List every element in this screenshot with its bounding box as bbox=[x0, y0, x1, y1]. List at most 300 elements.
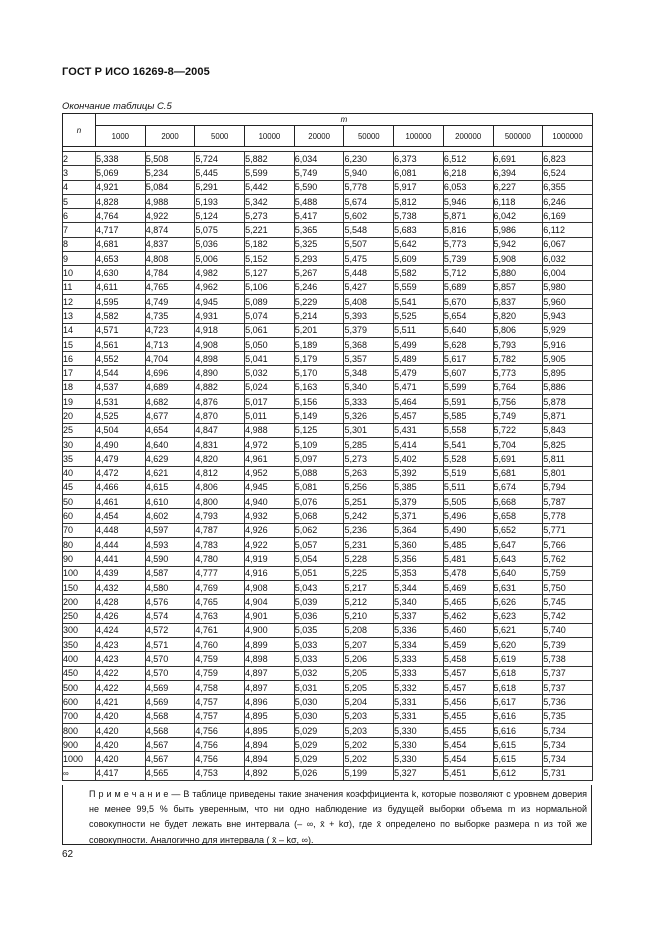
row-label-n: 4 bbox=[63, 180, 96, 194]
table-cell: 4,574 bbox=[145, 609, 195, 623]
table-cell: 5,620 bbox=[493, 638, 543, 652]
table-cell: 5,256 bbox=[344, 480, 394, 494]
table-cell: 4,765 bbox=[195, 595, 245, 609]
row-label-n: 300 bbox=[63, 623, 96, 637]
table-cell: 4,932 bbox=[245, 509, 295, 523]
table-cell: 5,895 bbox=[543, 366, 593, 380]
table-cell: 5,812 bbox=[394, 194, 444, 208]
table-cell: 5,109 bbox=[294, 437, 344, 451]
document-title: ГОСТ Р ИСО 16269-8—2005 bbox=[62, 66, 210, 78]
table-row bbox=[63, 752, 593, 766]
table-cell: 5,642 bbox=[394, 237, 444, 251]
table-cell: 5,749 bbox=[493, 409, 543, 423]
table-cell: 5,414 bbox=[394, 437, 444, 451]
table-cell: 5,273 bbox=[245, 209, 295, 223]
table-cell: 5,750 bbox=[543, 580, 593, 594]
table-cell: 4,904 bbox=[245, 595, 295, 609]
table-cell: 4,793 bbox=[195, 509, 245, 523]
table-cell: 4,593 bbox=[145, 538, 195, 552]
table-row bbox=[63, 538, 593, 552]
row-label-n: 350 bbox=[63, 638, 96, 652]
table-cell: 4,870 bbox=[195, 409, 245, 423]
table-cell: 5,734 bbox=[543, 723, 593, 737]
table-cell: 4,504 bbox=[96, 423, 146, 437]
table-cell: 4,597 bbox=[145, 523, 195, 537]
table-cell: 5,619 bbox=[493, 652, 543, 666]
table-cell: 5,631 bbox=[493, 580, 543, 594]
table-cell: 5,469 bbox=[443, 580, 493, 594]
table-cell: 5,674 bbox=[493, 480, 543, 494]
table-row bbox=[63, 666, 593, 680]
table-cell: 4,552 bbox=[96, 352, 146, 366]
table-cell: 5,871 bbox=[443, 209, 493, 223]
table-cell: 4,677 bbox=[145, 409, 195, 423]
table-cell: 5,458 bbox=[443, 652, 493, 666]
table-cell: 5,489 bbox=[394, 352, 444, 366]
table-cell: 5,379 bbox=[394, 495, 444, 509]
table-cell: 4,918 bbox=[195, 323, 245, 337]
row-label-n: 5 bbox=[63, 194, 96, 208]
table-cell: 5,960 bbox=[543, 294, 593, 308]
table-cell: 5,490 bbox=[443, 523, 493, 537]
table-cell: 4,982 bbox=[195, 266, 245, 280]
table-cell: 4,828 bbox=[96, 194, 146, 208]
table-cell: 4,531 bbox=[96, 395, 146, 409]
table-cell: 4,421 bbox=[96, 695, 146, 709]
table-cell: 5,946 bbox=[443, 194, 493, 208]
table-cell: 4,640 bbox=[145, 437, 195, 451]
table-cell: 5,479 bbox=[394, 366, 444, 380]
table-cell: 5,475 bbox=[344, 252, 394, 266]
table-cell: 5,208 bbox=[344, 623, 394, 637]
table-row bbox=[63, 323, 593, 337]
table-cell: 5,084 bbox=[145, 180, 195, 194]
table-cell: 4,611 bbox=[96, 280, 146, 294]
table-cell: 5,170 bbox=[294, 366, 344, 380]
table-cell: 4,759 bbox=[195, 652, 245, 666]
column-header: 2000 bbox=[145, 126, 195, 147]
table-cell: 5,621 bbox=[493, 623, 543, 637]
table-row bbox=[63, 652, 593, 666]
row-label-n: 50 bbox=[63, 495, 96, 509]
row-header-n: n bbox=[63, 114, 96, 147]
table-row bbox=[63, 638, 593, 652]
table-cell: 6,081 bbox=[394, 166, 444, 180]
table-cell: 5,541 bbox=[443, 437, 493, 451]
table-cell: 4,653 bbox=[96, 252, 146, 266]
table-cell: 5,511 bbox=[394, 323, 444, 337]
table-cell: 5,442 bbox=[245, 180, 295, 194]
table-cell: 5,221 bbox=[245, 223, 295, 237]
table-cell: 5,217 bbox=[344, 580, 394, 594]
table-cell: 5,916 bbox=[543, 337, 593, 351]
table-cell: 4,897 bbox=[245, 666, 295, 680]
table-cell: 4,571 bbox=[145, 638, 195, 652]
table-cell: 5,054 bbox=[294, 552, 344, 566]
table-cell: 5,886 bbox=[543, 380, 593, 394]
table-cell: 4,630 bbox=[96, 266, 146, 280]
table-cell: 5,609 bbox=[394, 252, 444, 266]
row-label-n: 9 bbox=[63, 252, 96, 266]
table-cell: 4,756 bbox=[195, 723, 245, 737]
table-cell: 5,471 bbox=[394, 380, 444, 394]
table-cell: 4,422 bbox=[96, 680, 146, 694]
table-cell: 4,926 bbox=[245, 523, 295, 537]
column-header: 500000 bbox=[493, 126, 543, 147]
row-label-n: ∞ bbox=[63, 766, 96, 780]
table-cell: 5,392 bbox=[394, 466, 444, 480]
table-cell: 5,465 bbox=[443, 595, 493, 609]
row-label-n: 10 bbox=[63, 266, 96, 280]
table-cell: 4,629 bbox=[145, 452, 195, 466]
table-cell: 4,422 bbox=[96, 666, 146, 680]
table-cell: 5,149 bbox=[294, 409, 344, 423]
table-cell: 5,759 bbox=[543, 566, 593, 580]
table-cell: 4,423 bbox=[96, 638, 146, 652]
column-header: 1000 bbox=[96, 126, 146, 147]
row-label-n: 35 bbox=[63, 452, 96, 466]
table-cell: 5,330 bbox=[394, 752, 444, 766]
table-cell: 4,777 bbox=[195, 566, 245, 580]
table-cell: 4,681 bbox=[96, 237, 146, 251]
table-cell: 5,203 bbox=[344, 723, 394, 737]
table-cell: 4,760 bbox=[195, 638, 245, 652]
table-cell: 5,738 bbox=[543, 652, 593, 666]
table-cell: 5,505 bbox=[443, 495, 493, 509]
table-row bbox=[63, 738, 593, 752]
table-cell: 5,365 bbox=[294, 223, 344, 237]
table-cell: 6,373 bbox=[394, 152, 444, 166]
table-cell: 5,617 bbox=[493, 695, 543, 709]
table-cell: 6,218 bbox=[443, 166, 493, 180]
table-cell: 5,724 bbox=[195, 152, 245, 166]
table-cell: 5,507 bbox=[344, 237, 394, 251]
table-cell: 5,342 bbox=[245, 194, 295, 208]
table-cell: 4,837 bbox=[145, 237, 195, 251]
table-cell: 5,801 bbox=[543, 466, 593, 480]
table-cell: 5,036 bbox=[195, 237, 245, 251]
row-label-n: 11 bbox=[63, 280, 96, 294]
table-cell: 5,519 bbox=[443, 466, 493, 480]
table-cell: 4,895 bbox=[245, 723, 295, 737]
table-row bbox=[63, 695, 593, 709]
table-cell: 5,548 bbox=[344, 223, 394, 237]
table-cell: 4,567 bbox=[145, 738, 195, 752]
table-cell: 5,616 bbox=[493, 723, 543, 737]
table-cell: 5,204 bbox=[344, 695, 394, 709]
table-cell: 5,735 bbox=[543, 709, 593, 723]
table-cell: 5,051 bbox=[294, 566, 344, 580]
column-header: 200000 bbox=[443, 126, 493, 147]
table-cell: 4,749 bbox=[145, 294, 195, 308]
table-cell: 5,030 bbox=[294, 709, 344, 723]
table-cell: 5,731 bbox=[543, 766, 593, 780]
table-row bbox=[63, 523, 593, 537]
row-label-n: 20 bbox=[63, 409, 96, 423]
row-label-n: 45 bbox=[63, 480, 96, 494]
table-cell: 5,626 bbox=[493, 595, 543, 609]
table-row bbox=[63, 723, 593, 737]
table-cell: 5,017 bbox=[245, 395, 295, 409]
table-cell: 5,203 bbox=[344, 709, 394, 723]
table-cell: 5,062 bbox=[294, 523, 344, 537]
table-cell: 5,599 bbox=[443, 380, 493, 394]
table-cell: 5,762 bbox=[543, 552, 593, 566]
table-cell: 4,602 bbox=[145, 509, 195, 523]
table-cell: 5,712 bbox=[443, 266, 493, 280]
table-cell: 4,615 bbox=[145, 480, 195, 494]
table-cell: 5,742 bbox=[543, 609, 593, 623]
table-cell: 5,455 bbox=[443, 723, 493, 737]
table-cell: 5,456 bbox=[443, 695, 493, 709]
table-cell: 5,193 bbox=[195, 194, 245, 208]
table-cell: 5,843 bbox=[543, 423, 593, 437]
table-cell: 6,355 bbox=[543, 180, 593, 194]
table-cell: 5,764 bbox=[493, 380, 543, 394]
table-cell: 5,943 bbox=[543, 309, 593, 323]
table-cell: 4,479 bbox=[96, 452, 146, 466]
table-cell: 4,945 bbox=[195, 294, 245, 308]
table-cell: 5,026 bbox=[294, 766, 344, 780]
table-cell: 5,031 bbox=[294, 680, 344, 694]
table-cell: 5,691 bbox=[493, 452, 543, 466]
table-cell: 4,654 bbox=[145, 423, 195, 437]
table-cell: 4,895 bbox=[245, 709, 295, 723]
table-cell: 5,199 bbox=[344, 766, 394, 780]
table-cell: 4,544 bbox=[96, 366, 146, 380]
table-cell: 4,448 bbox=[96, 523, 146, 537]
table-cell: 5,623 bbox=[493, 609, 543, 623]
table-cell: 5,940 bbox=[344, 166, 394, 180]
table-cell: 5,905 bbox=[543, 352, 593, 366]
table-cell: 5,820 bbox=[493, 309, 543, 323]
table-cell: 5,097 bbox=[294, 452, 344, 466]
table-cell: 5,127 bbox=[245, 266, 295, 280]
table-cell: 5,032 bbox=[245, 366, 295, 380]
table-row bbox=[63, 623, 593, 637]
table-cell: 5,050 bbox=[245, 337, 295, 351]
table-cell: 4,874 bbox=[145, 223, 195, 237]
table-cell: 5,124 bbox=[195, 209, 245, 223]
table-cell: 4,922 bbox=[245, 538, 295, 552]
table-cell: 4,621 bbox=[145, 466, 195, 480]
table-cell: 5,460 bbox=[443, 623, 493, 637]
table-row bbox=[63, 280, 593, 294]
table-cell: 4,758 bbox=[195, 680, 245, 694]
table-cell: 5,285 bbox=[344, 437, 394, 451]
table-cell: 4,890 bbox=[195, 366, 245, 380]
table-cell: 5,880 bbox=[493, 266, 543, 280]
table-cell: 5,559 bbox=[394, 280, 444, 294]
table-cell: 5,075 bbox=[195, 223, 245, 237]
table-cell: 5,462 bbox=[443, 609, 493, 623]
table-cell: 5,485 bbox=[443, 538, 493, 552]
table-row bbox=[63, 180, 593, 194]
table-cell: 5,478 bbox=[443, 566, 493, 580]
table-cell: 5,618 bbox=[493, 666, 543, 680]
table-cell: 5,431 bbox=[394, 423, 444, 437]
table-cell: 4,756 bbox=[195, 738, 245, 752]
table-cell: 4,898 bbox=[195, 352, 245, 366]
row-label-n: 13 bbox=[63, 309, 96, 323]
table-cell: 4,576 bbox=[145, 595, 195, 609]
table-cell: 4,595 bbox=[96, 294, 146, 308]
table-row bbox=[63, 337, 593, 351]
table-cell: 5,674 bbox=[344, 194, 394, 208]
table-cell: 5,612 bbox=[493, 766, 543, 780]
table-cell: 5,806 bbox=[493, 323, 543, 337]
table-cell: 4,417 bbox=[96, 766, 146, 780]
table-cell: 5,032 bbox=[294, 666, 344, 680]
table-row bbox=[63, 552, 593, 566]
table-cell: 5,210 bbox=[344, 609, 394, 623]
table-cell: 4,565 bbox=[145, 766, 195, 780]
table-cell: 5,202 bbox=[344, 738, 394, 752]
table-cell: 4,952 bbox=[245, 466, 295, 480]
table-cell: 5,029 bbox=[294, 752, 344, 766]
row-label-n: 25 bbox=[63, 423, 96, 437]
table-cell: 5,163 bbox=[294, 380, 344, 394]
table-cell: 5,212 bbox=[344, 595, 394, 609]
table-cell: 4,763 bbox=[195, 609, 245, 623]
table-cell: 4,894 bbox=[245, 738, 295, 752]
table-cell: 5,602 bbox=[344, 209, 394, 223]
table-cell: 4,919 bbox=[245, 552, 295, 566]
table-cell: 4,444 bbox=[96, 538, 146, 552]
table-row bbox=[63, 452, 593, 466]
row-label-n: 80 bbox=[63, 538, 96, 552]
table-cell: 5,787 bbox=[543, 495, 593, 509]
table-cell: 4,490 bbox=[96, 437, 146, 451]
table-cell: 5,340 bbox=[344, 380, 394, 394]
table-cell: 4,876 bbox=[195, 395, 245, 409]
table-cell: 4,461 bbox=[96, 495, 146, 509]
table-cell: 5,704 bbox=[493, 437, 543, 451]
table-cell: 4,931 bbox=[195, 309, 245, 323]
table-cell: 5,857 bbox=[493, 280, 543, 294]
table-cell: 5,189 bbox=[294, 337, 344, 351]
table-cell: 5,360 bbox=[394, 538, 444, 552]
table-cell: 5,214 bbox=[294, 309, 344, 323]
row-label-n: 90 bbox=[63, 552, 96, 566]
table-note bbox=[62, 785, 592, 845]
table-cell: 5,205 bbox=[344, 680, 394, 694]
table-cell: 4,761 bbox=[195, 623, 245, 637]
row-label-n: 17 bbox=[63, 366, 96, 380]
table-cell: 5,773 bbox=[443, 237, 493, 251]
table-cell: 4,420 bbox=[96, 709, 146, 723]
table-cell: 4,572 bbox=[145, 623, 195, 637]
table-cell: 5,448 bbox=[344, 266, 394, 280]
table-cell: 5,599 bbox=[245, 166, 295, 180]
table-cell: 4,759 bbox=[195, 666, 245, 680]
table-cell: 5,385 bbox=[394, 480, 444, 494]
table-cell: 5,088 bbox=[294, 466, 344, 480]
table-cell: 6,691 bbox=[493, 152, 543, 166]
table-cell: 5,331 bbox=[394, 709, 444, 723]
table-cell: 5,011 bbox=[245, 409, 295, 423]
table-cell: 5,417 bbox=[294, 209, 344, 223]
table-cell: 5,457 bbox=[394, 409, 444, 423]
table-cell: 6,394 bbox=[493, 166, 543, 180]
table-cell: 5,908 bbox=[493, 252, 543, 266]
table-cell: 5,035 bbox=[294, 623, 344, 637]
table-cell: 4,571 bbox=[96, 323, 146, 337]
table-row bbox=[63, 495, 593, 509]
table-cell: 5,030 bbox=[294, 695, 344, 709]
table-cell: 4,892 bbox=[245, 766, 295, 780]
table-cell: 6,067 bbox=[543, 237, 593, 251]
table-cell: 5,670 bbox=[443, 294, 493, 308]
table-cell: 5,647 bbox=[493, 538, 543, 552]
table-cell: 5,061 bbox=[245, 323, 295, 337]
column-header-row bbox=[63, 126, 593, 147]
column-header: 20000 bbox=[294, 126, 344, 147]
table-row bbox=[63, 352, 593, 366]
table-cell: 6,512 bbox=[443, 152, 493, 166]
table-row bbox=[63, 466, 593, 480]
table-cell: 5,525 bbox=[394, 309, 444, 323]
table-cell: 4,704 bbox=[145, 352, 195, 366]
table-cell: 4,800 bbox=[195, 495, 245, 509]
table-cell: 5,333 bbox=[394, 652, 444, 666]
table-row bbox=[63, 595, 593, 609]
table-cell: 5,455 bbox=[443, 709, 493, 723]
table-cell: 5,344 bbox=[394, 580, 444, 594]
table-cell: 5,528 bbox=[443, 452, 493, 466]
table-cell: 5,793 bbox=[493, 337, 543, 351]
table-cell: 5,330 bbox=[394, 738, 444, 752]
table-cell: 5,205 bbox=[344, 666, 394, 680]
table-cell: 5,427 bbox=[344, 280, 394, 294]
table-cell: 5,683 bbox=[394, 223, 444, 237]
table-cell: 5,756 bbox=[493, 395, 543, 409]
table-cell: 5,590 bbox=[294, 180, 344, 194]
table-cell: 5,739 bbox=[543, 638, 593, 652]
table-body bbox=[63, 147, 593, 781]
table-cell: 5,228 bbox=[344, 552, 394, 566]
table-cell: 4,896 bbox=[245, 695, 295, 709]
table-cell: 5,734 bbox=[543, 752, 593, 766]
row-label-n: 40 bbox=[63, 466, 96, 480]
table-cell: 4,424 bbox=[96, 623, 146, 637]
table-cell: 5,348 bbox=[344, 366, 394, 380]
table-cell: 4,757 bbox=[195, 709, 245, 723]
table-row bbox=[63, 209, 593, 223]
table-cell: 5,326 bbox=[344, 409, 394, 423]
table-row bbox=[63, 294, 593, 308]
table-cell: 5,745 bbox=[543, 595, 593, 609]
table-cell: 5,331 bbox=[394, 695, 444, 709]
table-cell: 5,246 bbox=[294, 280, 344, 294]
table-cell: 5,942 bbox=[493, 237, 543, 251]
table-cell: 4,713 bbox=[145, 337, 195, 351]
table-cell: 5,668 bbox=[493, 495, 543, 509]
table-cell: 5,654 bbox=[443, 309, 493, 323]
table-row bbox=[63, 766, 593, 780]
table-cell: 5,643 bbox=[493, 552, 543, 566]
table-row bbox=[63, 509, 593, 523]
row-label-n: 700 bbox=[63, 709, 96, 723]
row-label-n: 600 bbox=[63, 695, 96, 709]
table-cell: 5,689 bbox=[443, 280, 493, 294]
table-cell: 5,356 bbox=[394, 552, 444, 566]
table-row bbox=[63, 480, 593, 494]
table-cell: 5,778 bbox=[543, 509, 593, 523]
table-cell: 4,988 bbox=[145, 194, 195, 208]
table-cell: 5,773 bbox=[493, 366, 543, 380]
table-cell: 6,246 bbox=[543, 194, 593, 208]
